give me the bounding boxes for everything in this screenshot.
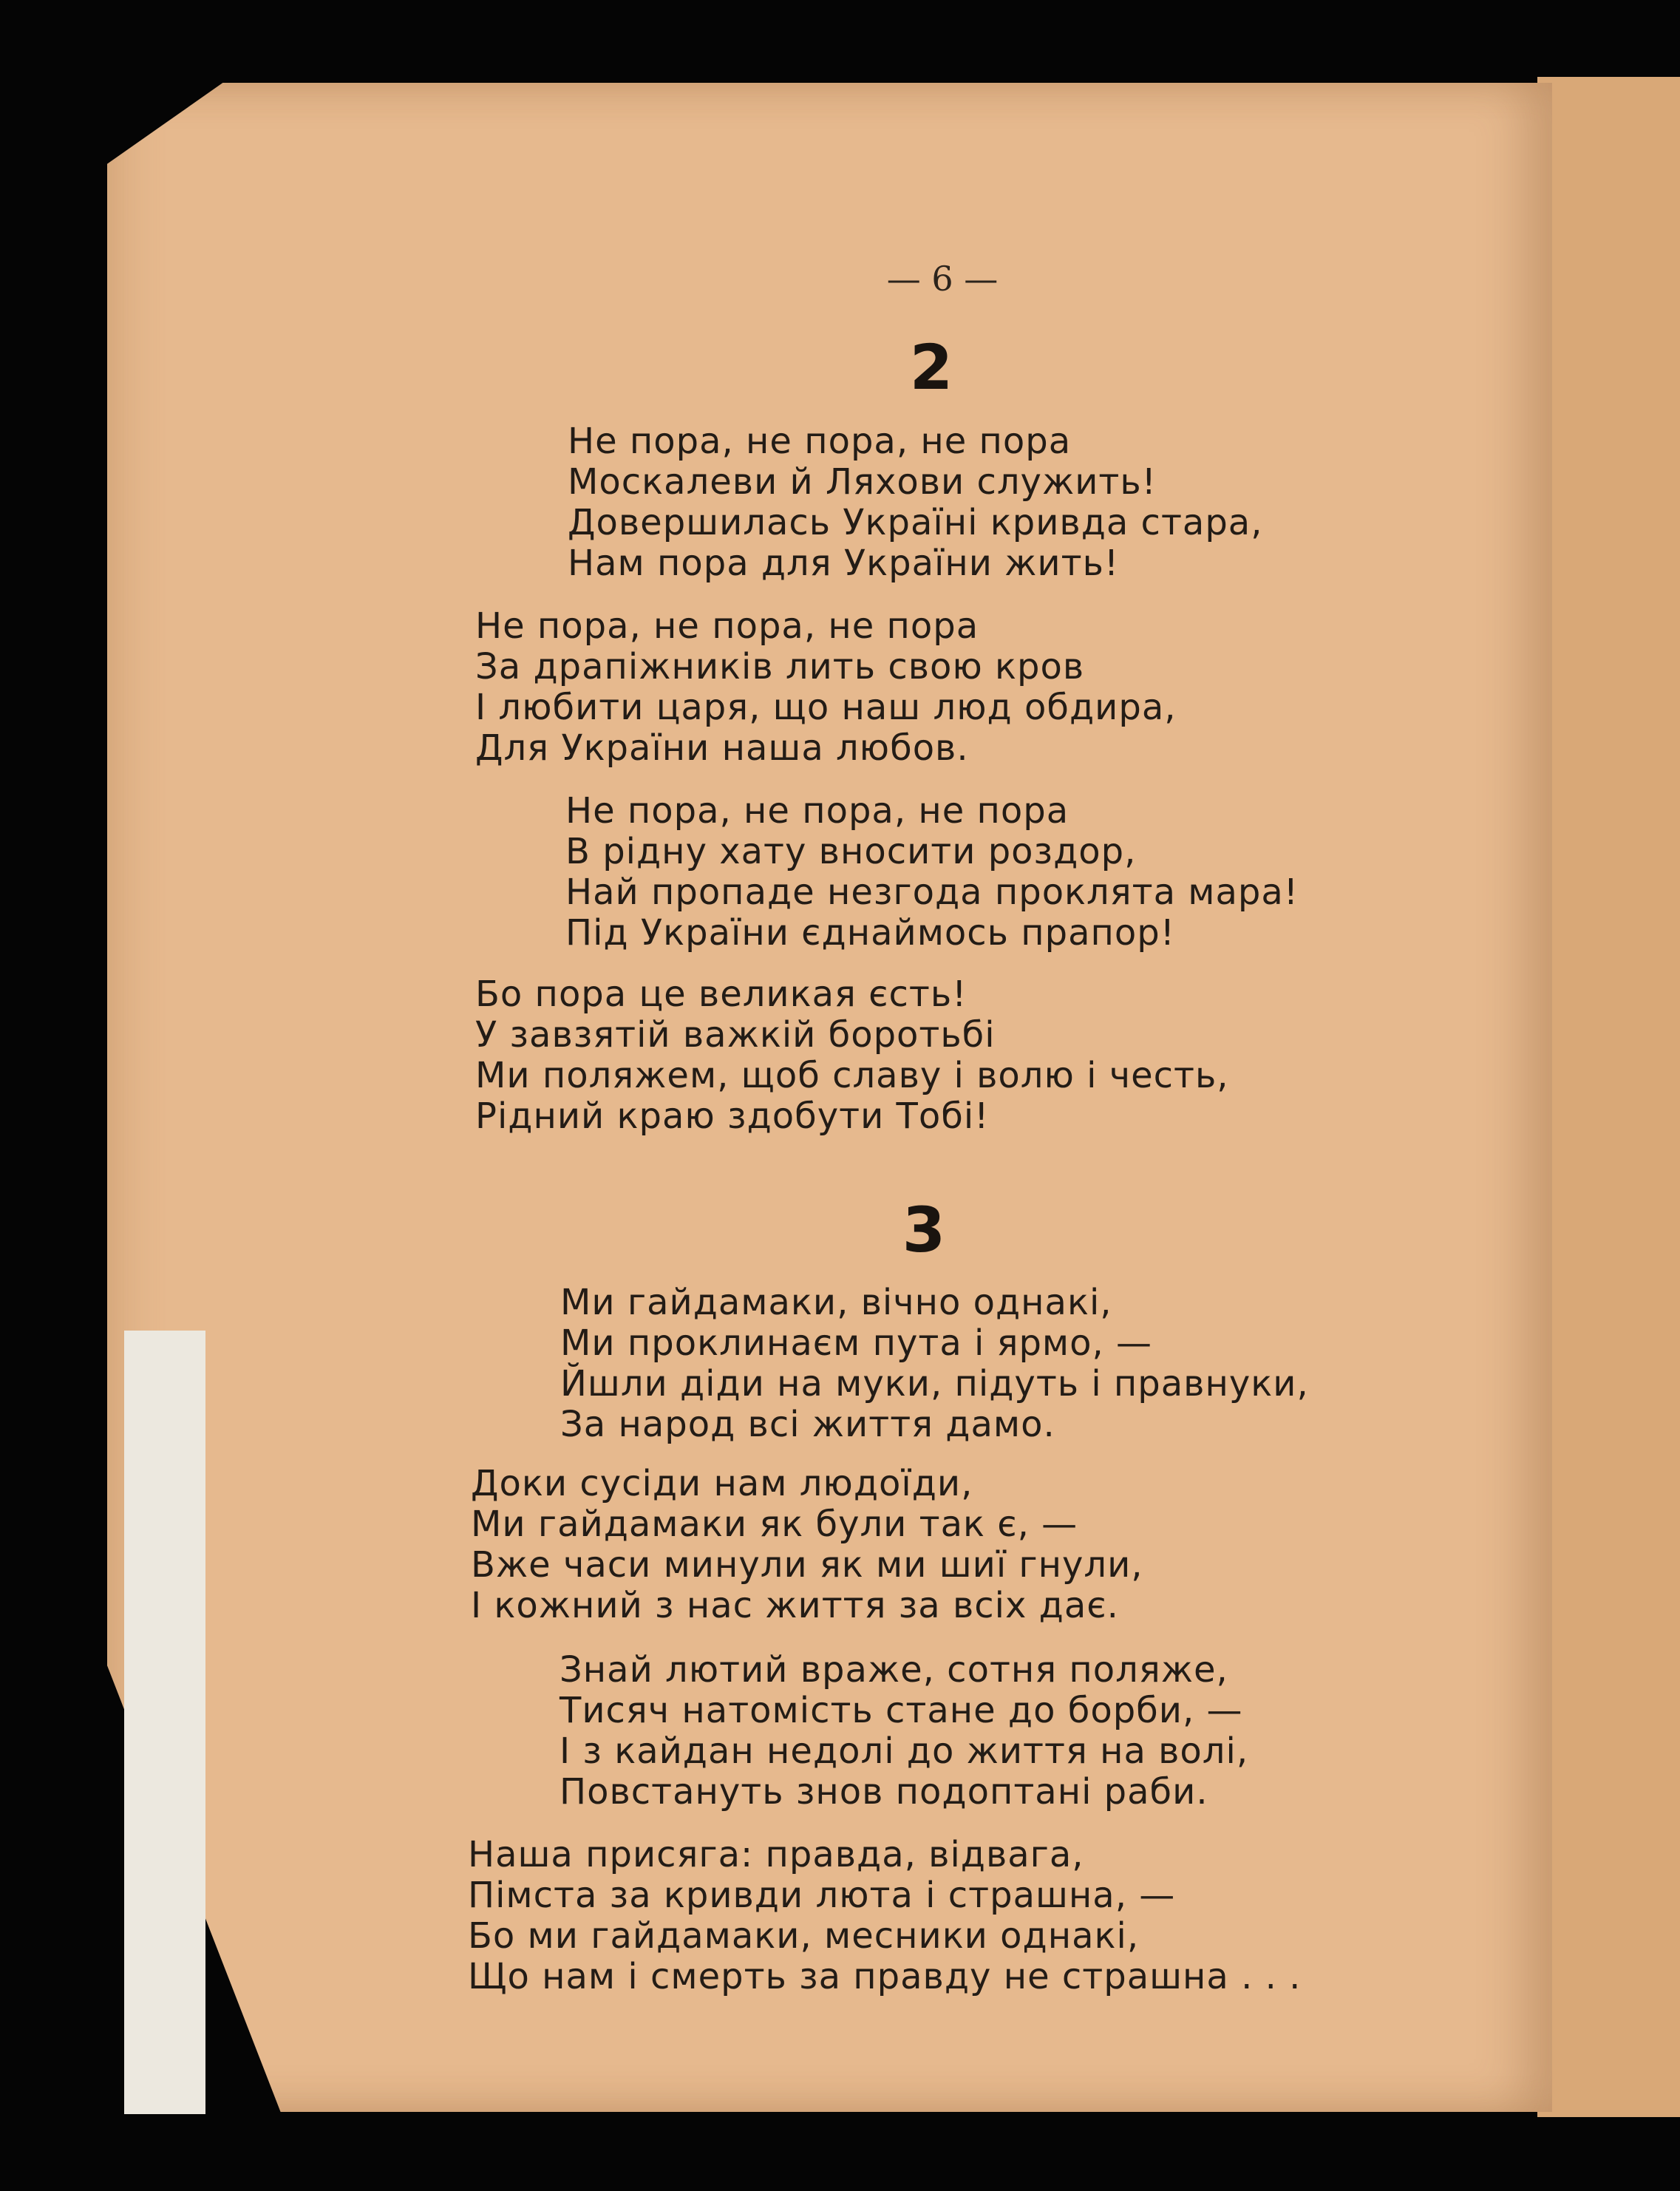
verse-line: Рідний краю здобути Тобі! [475,1096,990,1137]
verse-line: Нам пора для України жить! [568,543,1120,584]
verse-line: Тисяч натомість стане до борби, — [560,1690,1243,1731]
verse-line: За народ всі життя дамо. [560,1404,1055,1445]
verse-line: За драпіжників лить свою кров [475,646,1085,687]
verse-line: Не пора, не пора, не пора [565,790,1069,832]
section-number-2: 2 [909,331,953,404]
song3-stanza-3 [560,1650,1248,1813]
verse-line: Йшли діди на муки, підуть і правнуки, [560,1363,1309,1404]
verse-line: В рідну хату вносити роздор, [565,831,1137,872]
verse-line: Ми гайдамаки, вічно однакі, [560,1282,1112,1323]
verse-line: Під України єднаймось прапор! [565,912,1175,954]
verse-line: Довершилась Україні кривда стара, [568,502,1263,543]
verse-line: Що нам і смерть за правду не страшна . . . [468,1956,1302,1997]
verse-line: Для України наша любов. [475,727,969,769]
song2-stanza-1 [568,421,1262,584]
verse-line: Знай лютий враже, сотня поляже, [560,1649,1228,1691]
verse-line: Не пора, не пора, не пора [475,605,979,647]
verse-line: Не пора, не пора, не пора [568,421,1072,462]
verse-line: Ми проклинаєм пута і ярмо, — [560,1322,1153,1364]
verse-line: Доки сусіди нам людоїди, [471,1463,973,1504]
song2-stanza-4 [475,974,1229,1137]
verse-line: І кожний з нас життя за всіх дає. [471,1585,1119,1626]
verse-line: У завзятій важкій боротьбі [475,1014,996,1056]
song2-stanza-3 [565,791,1299,954]
verse-line: Пімста за кривди люта і страшна, — [468,1875,1176,1916]
verse-line: Ми поляжем, щоб славу і волю і честь, [475,1055,1229,1096]
page-number: — 6 — [886,259,999,299]
song3-stanza-1 [560,1283,1309,1445]
section-number-3: 3 [902,1194,946,1266]
verse-line: І любити царя, що наш люд обдира, [475,687,1177,728]
verse-line: Наша присяга: правда, відвага, [468,1834,1084,1875]
verse-line: Москалеви й Ляхови служить! [568,461,1157,503]
song2-stanza-2 [475,606,1177,769]
verse-line: Бо пора це великая єсть! [475,974,967,1015]
verse-line: І з кайдан недолі до життя на волі, [560,1730,1249,1772]
verse-line: Ми гайдамаки як були так є, — [471,1504,1078,1545]
facing-page-edge [1537,77,1680,2117]
verse-line: Повстануть знов подоптані раби. [560,1771,1208,1813]
paper-scrap [124,1331,205,2114]
song3-stanza-2 [471,1464,1143,1626]
verse-line: Най пропаде незгода проклята мара! [565,872,1299,913]
verse-line: Вже часи минули як ми шиї гнули, [471,1544,1143,1586]
song3-stanza-4 [468,1835,1301,1997]
verse-line: Бо ми гайдамаки, месники однакі, [468,1915,1140,1957]
